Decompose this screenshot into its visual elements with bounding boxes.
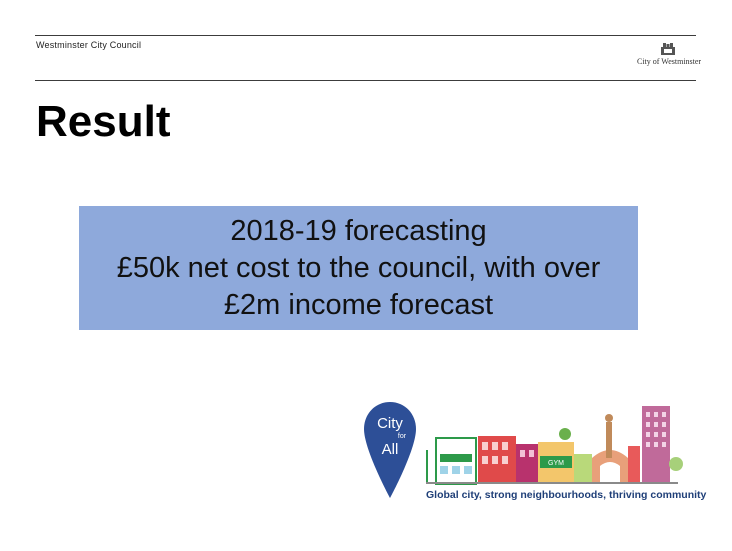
badge-for: for: [397, 433, 407, 440]
result-line: £50k net cost to the council, with over: [116, 252, 601, 284]
slide-title: Result: [36, 97, 171, 146]
crest-icon: [660, 42, 676, 56]
shop-sign: GYM: [548, 460, 564, 467]
result-line: £2m income forecast: [223, 289, 494, 321]
badge-all: All: [381, 441, 399, 458]
crest-label: City of Westminster: [637, 57, 702, 66]
skyline-illustration: [426, 406, 683, 484]
header-rule: [35, 80, 696, 81]
top-rule: [35, 35, 696, 36]
organisation-name: Westminster City Council: [36, 40, 142, 50]
result-line: 2018-19 forecasting: [230, 215, 487, 247]
logo-tagline: Global city, strong neighbourhoods, thriving community: [426, 489, 707, 501]
crest-logo: [637, 42, 702, 68]
badge-city: City: [377, 415, 403, 432]
result-box: [79, 206, 638, 330]
